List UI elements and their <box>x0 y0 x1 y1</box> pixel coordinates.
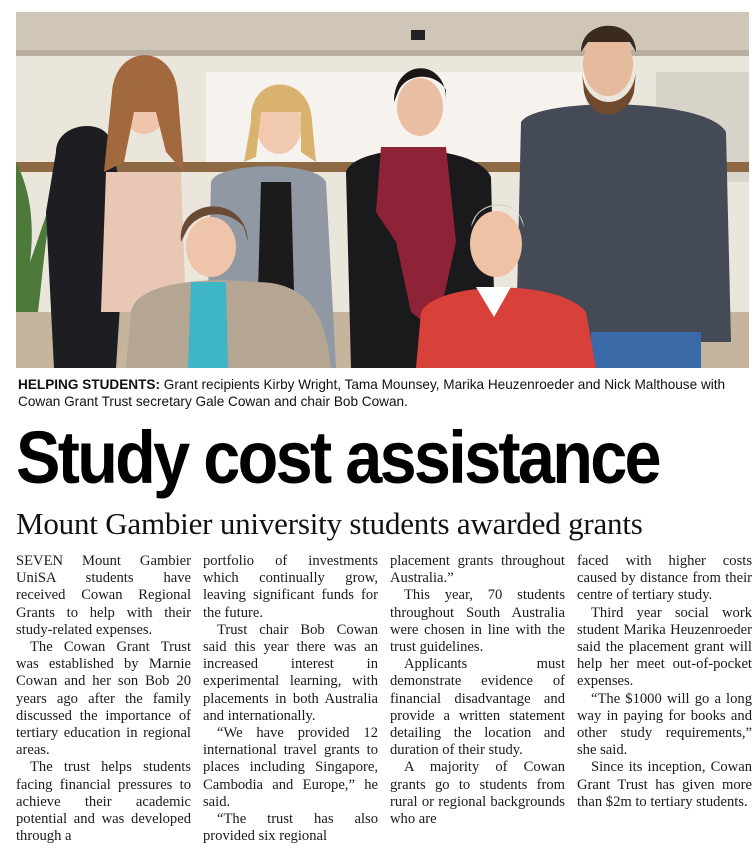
paragraph: The Cowan Grant Trust was established by Marnie Cowan and her son Bob 20 years ago after the family discussed the importance of tertiary education in regional areas. <box>16 639 191 759</box>
paragraph: placement grants throughout Australia.” <box>390 553 565 587</box>
paragraph: “We have provided 12 international travel grants to places including Singapore, Cambodia and Europe,” he said. <box>203 725 378 810</box>
group-photo-illustration <box>16 12 749 368</box>
paragraph: “The trust has also provided six regional <box>203 811 378 845</box>
paragraph: This year, 70 students throughout South Australia were chosen in line with the trust guidelines. <box>390 587 565 656</box>
column-3 <box>390 553 565 865</box>
caption-text: Grant recipients Kirby Wright, Tama Mounsey, Marika Heuzenroeder and Nick Malthouse with Cowan Grant Trust secretary Gale Cowan and chair Bob Cowan. <box>18 377 726 409</box>
subheadline: Mount Gambier university students awarded grants <box>16 506 643 541</box>
paragraph: Trust chair Bob Cowan said this year there was an increased interest in experimental learning, with placements in both Australia and internationally. <box>203 621 378 724</box>
paragraph: “The $1000 will go a long way in paying for books and other study requirements,” she said. <box>577 690 752 759</box>
paragraph: Applicants must demonstrate evidence of financial disadvantage and provide a written statement detailing the location and duration of their study. <box>390 656 565 759</box>
paragraph: The trust helps students facing financial pressures to achieve their academic potential and was developed through a <box>16 759 191 845</box>
article-body <box>16 553 752 865</box>
column-1 <box>16 553 191 865</box>
paragraph: faced with higher costs caused by distance from their centre of tertiary study. <box>577 553 752 604</box>
caption-lead: HELPING STUDENTS: <box>18 377 160 392</box>
paragraph: Since its inception, Cowan Grant Trust has given more than $2m to tertiary students. <box>577 759 752 810</box>
paragraph: A majority of Cowan grants go to students from rural or regional backgrounds who are <box>390 759 565 828</box>
photo-caption <box>18 376 748 410</box>
paragraph: portfolio of investments which continually grow, leaving significant funds for the future. <box>203 553 378 621</box>
group-photo <box>16 12 749 368</box>
column-4 <box>577 553 752 865</box>
paragraph: SEVEN Mount Gambier UniSA students have received Cowan Regional Grants to help with their study-related expenses. <box>16 553 191 638</box>
paragraph: Third year social work student Marika Heuzenroeder said the placement grant will help her meet out-of-pocket expenses. <box>577 604 752 690</box>
headline: Study cost assistance <box>16 416 659 499</box>
column-2 <box>203 553 378 865</box>
